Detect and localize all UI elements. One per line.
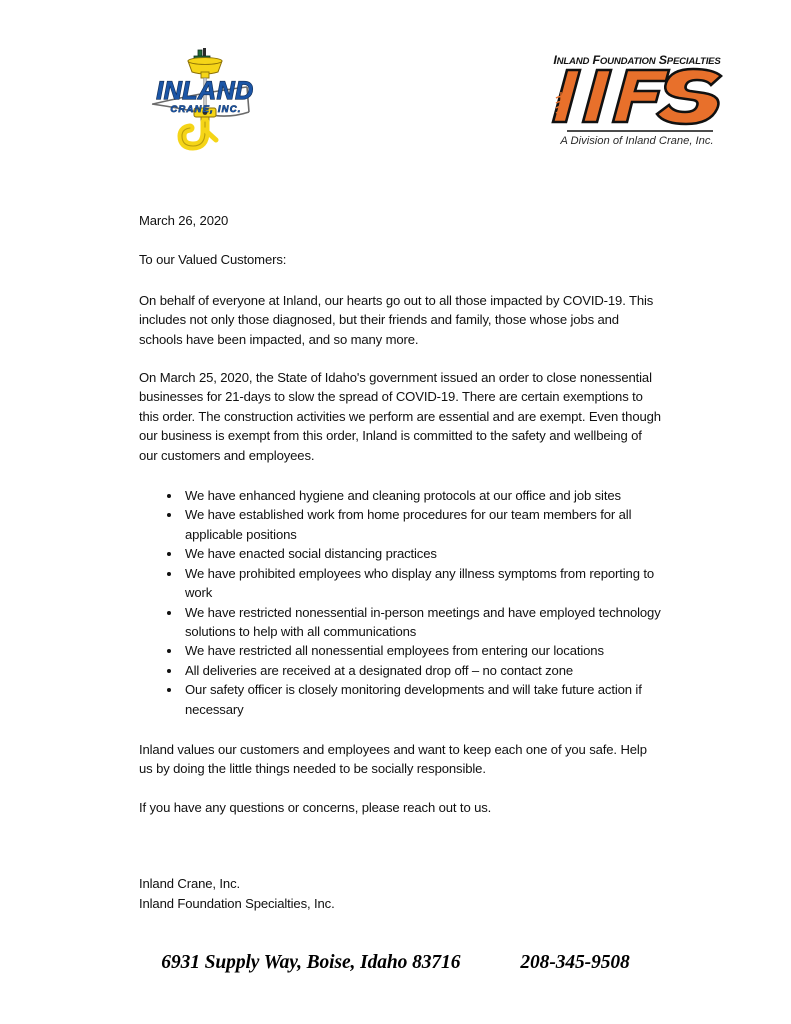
letter-body: [139, 211, 663, 913]
crane-logo-subtext: CRANE, INC.: [170, 104, 242, 115]
signature-line-2: Inland Foundation Specialties, Inc.: [139, 895, 335, 911]
spacer: [139, 349, 663, 368]
crane-logo-wordmark: INLAND: [156, 77, 254, 105]
list-item: We have established work from home procedures for our team members for all applicable positions: [139, 505, 663, 544]
spacer: [139, 719, 663, 740]
signature-line-1: Inland Crane, Inc.: [139, 876, 240, 892]
footer-contact: [161, 952, 629, 974]
spacer: [139, 230, 663, 250]
list-item: We have enacted social distancing practices: [139, 544, 663, 563]
letter-salutation: To our Valued Customers:: [139, 252, 287, 268]
footer-phone: 208-345-9508: [520, 952, 630, 973]
inland-foundation-specialties-logo: [545, 48, 727, 152]
ifs-logo-tagline: A Division of Inland Crane, Inc.: [560, 135, 714, 147]
letter-paragraph-3: Inland values our customers and employees and want to keep each one of you safe. Help us by doing the little things needed to be socially responsible.: [139, 741, 647, 777]
list-item: All deliveries are received at a designated drop off – no contact zone: [139, 661, 663, 680]
measures-list: [139, 486, 663, 719]
letter-paragraph-4: If you have any questions or concerns, please reach out to us.: [139, 799, 492, 815]
ifs-logo-icon: [545, 48, 727, 152]
spacer: [139, 817, 663, 874]
list-item: We have restricted all nonessential employees from entering our locations: [139, 641, 663, 660]
letter-paragraph-1: On behalf of everyone at Inland, our hearts go out to all those impacted by COVID-19. This includes not only those diagnosed, but their friends and family, those whose jobs and schools have been impacted, and so many more.: [139, 292, 654, 347]
footer-address: 6931 Supply Way, Boise, Idaho 83716: [161, 952, 461, 973]
list-item: We have prohibited employees who display any illness symptoms from reporting to work: [139, 564, 663, 603]
inland-crane-logo: [146, 42, 264, 160]
inland-crane-logo-icon: [146, 42, 264, 160]
list-item: Our safety officer is closely monitoring developments and will take future action if necessary: [139, 680, 663, 719]
spacer: [139, 270, 663, 291]
letter-paragraph-2: On March 25, 2020, the State of Idaho's government issued an order to close nonessential businesses for 21-days to slow the spread of COVID-19. There are certain exemptions to this order. The construction activities we perform are essential and are exempt. Even though our business is exempt from this order, Inland is committed to the safety and wellbeing of our customers and employees.: [139, 370, 661, 463]
spacer: [139, 465, 663, 486]
list-item: We have enhanced hygiene and cleaning protocols at our office and job sites: [139, 486, 663, 505]
letterhead: [0, 0, 791, 180]
ifs-logo-top-text: INLAND FOUNDATION SPECIALTIES: [553, 53, 721, 67]
page-footer: [0, 952, 791, 974]
letter-date: March 26, 2020: [139, 213, 229, 228]
spacer: [139, 779, 663, 798]
list-item: We have restricted nonessential in-person meetings and have employed technology solutions to help with all communications: [139, 603, 663, 642]
